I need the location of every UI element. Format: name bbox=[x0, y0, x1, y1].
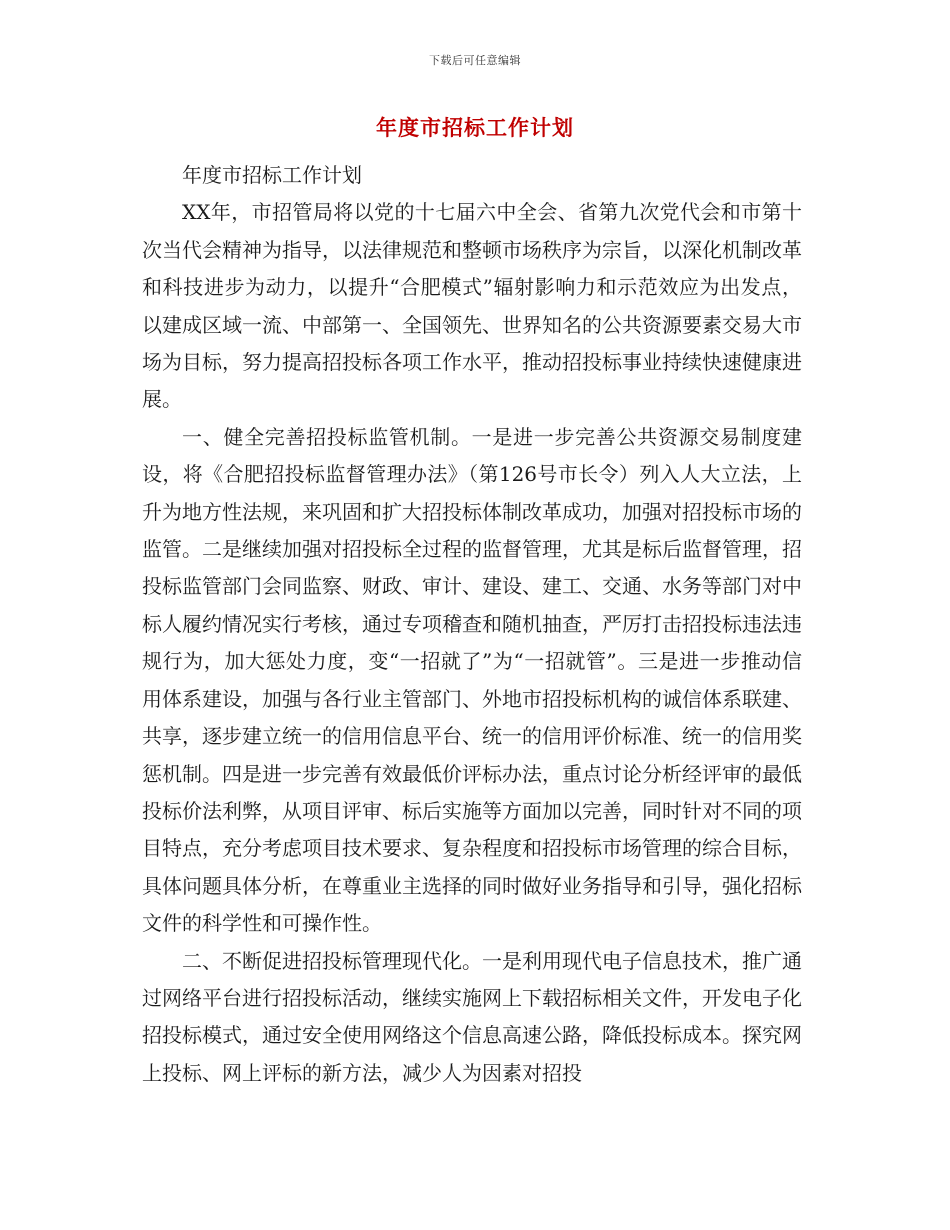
paragraph-section-2: 二、不断促进招投标管理现代化。一是利用现代电子信息技术，推广通过网络平台进行招投标活动，继续实施网上下载招标相关文件，开发电子化招投标模式，通过安全使用网络这个信息高速公路，降低投标成本。探究网上投标、网上评标的新方法，减少人为因素对招投 bbox=[142, 948, 802, 1085]
paragraph-subtitle: 年度市招标工作计划 bbox=[182, 163, 362, 187]
header-note: 下载后可任意编辑 bbox=[429, 54, 521, 67]
document-body bbox=[142, 157, 802, 1092]
document-title: 年度市招标工作计划 bbox=[376, 115, 574, 140]
paragraph-section-1: 一、健全完善招投标监管机制。一是进一步完善公共资源交易制度建设，将《合肥招投标监督管理办法》（第126号市长令）列入人大立法，上升为地方性法规，来巩固和扩大招投标体制改革成功，加强对招投标市场的监管。二是继续加强对招投标全过程的监督管理，尤其是标后监督管理，招投标监管部门会同监察、财政、审计、建设、建工、交通、水务等部门对中标人履约情况实行考核，通过专项稽查和随机抽查，严厉打击招投标违法违规行为，加大惩处力度，变“一招就了”为“一招就管”。三是进一步推动信用体系建设，加强与各行业主管部门、外地市招投标机构的诚信体系联建、共享，逐步建立统一的信用信息平台、统一的信用评价标准、统一的信用奖惩机制。四是进一步完善有效最低价评标办法，重点讨论分析经评审的最低投标价法利弊，从项目评审、标后实施等方面加以完善，同时针对不同的项目特点，充分考虑项目技术要求、复杂程度和招投标市场管理的综合目标，具体问题具体分析，在尊重业主选择的同时做好业务指导和引导，强化招标文件的科学性和可操作性。 bbox=[142, 424, 802, 936]
paragraph-intro: XX年，市招管局将以党的十七届六中全会、省第九次党代会和市第十次当代会精神为指导，以法律规范和整顿市场秩序为宗旨，以深化机制改革和科技进步为动力，以提升“合肥模式”辐射影响力和示范效应为出发点，以建成区域一流、中部第一、全国领先、世界知名的公共资源要素交易大市场为目标，努力提高招投标各项工作水平，推动招投标事业持续快速健康进展。 bbox=[142, 200, 802, 412]
